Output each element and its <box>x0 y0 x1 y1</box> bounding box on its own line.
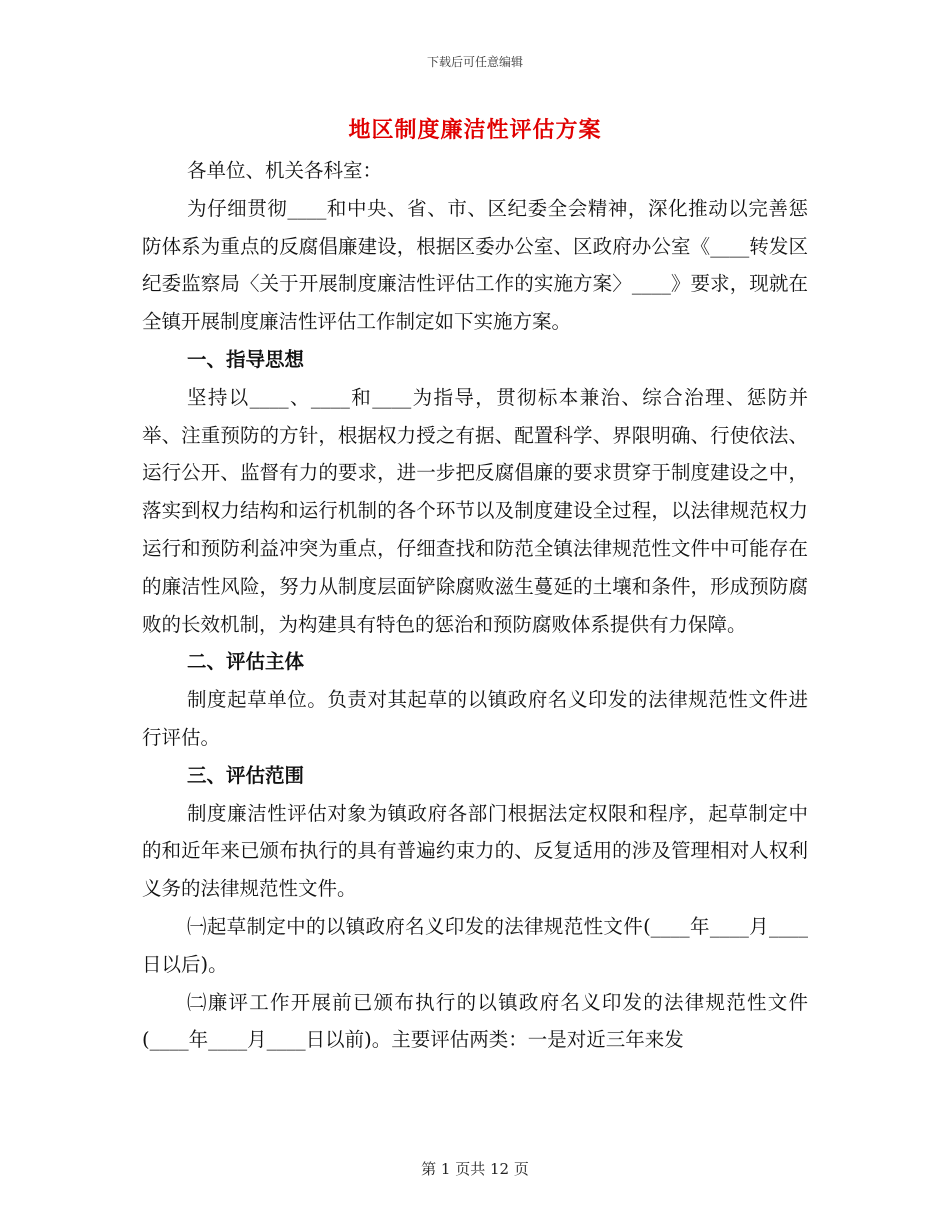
scope-item-2: ㈡廉评工作开展前已颁布执行的以镇政府名义印发的法律规范性文件(____年____月____日以前)。主要评估两类：一是对近三年来发 <box>142 990 808 1052</box>
section-heading-guiding-ideology: 一、指导思想 <box>187 347 305 371</box>
guiding-ideology-paragraph: 坚持以____、____和____为指导，贯彻标本兼治、综合治理、惩防并举、注重预防的方针，根据权力授之有据、配置科学、界限明确、行使依法、运行公开、监督有力的要求，进一步把反腐倡廉的要求贯穿于制度建设之中，落实到权力结构和运行机制的各个环节以及制度建设全过程，以法律规范权力运行和预防利益冲突为重点，仔细查找和防范全镇法律规范性文件中可能存在的廉洁性风险，努力从制度层面铲除腐败滋生蔓延的土壤和条件，形成预防腐败的长效机制，为构建具有特色的惩治和预防腐败体系提供有力保障。 <box>142 385 808 636</box>
assessment-scope-paragraph: 制度廉洁性评估对象为镇政府各部门根据法定权限和程序，起草制定中的和近年来已颁布执行的具有普遍约束力的、反复适用的涉及管理相对人权利义务的法律规范性文件。 <box>142 801 808 901</box>
section-heading-assessment-subject: 二、评估主体 <box>187 650 305 674</box>
section-heading-assessment-scope: 三、评估范围 <box>187 763 305 787</box>
intro-paragraph: 为仔细贯彻____和中央、省、市、区纪委全会精神，深化推动以完善惩防体系为重点的反腐倡廉建设，根据区委办公室、区政府办公室《____转发区纪委监察局〈关于开展制度廉洁性评估工作的实施方案〉____》要求，现就在全镇开展制度廉洁性评估工作制定如下实施方案。 <box>142 196 808 334</box>
scope-item-1: ㈠起草制定中的以镇政府名义印发的法律规范性文件(____年____月____日以后)。 <box>142 914 808 976</box>
salutation: 各单位、机关各科室： <box>187 159 383 182</box>
page-number-footer: 第 1 页共 12 页 <box>421 1160 529 1178</box>
document-body <box>142 152 808 1059</box>
document-title: 地区制度廉洁性评估方案 <box>348 117 602 143</box>
assessment-subject-paragraph: 制度起草单位。负责对其起草的以镇政府名义印发的法律规范性文件进行评估。 <box>142 688 808 749</box>
page-header-note: 下载后可任意编辑 <box>426 55 523 69</box>
